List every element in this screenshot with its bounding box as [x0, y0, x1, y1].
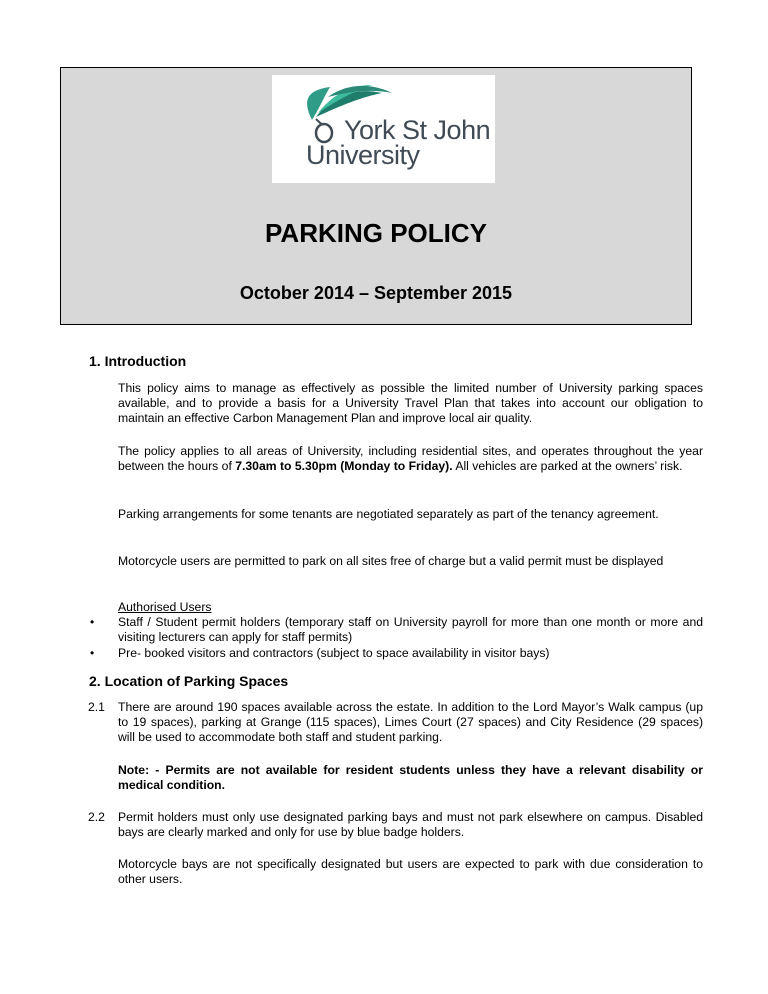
section2-heading: 2. Location of Parking Spaces [89, 673, 289, 689]
clause-number-2-2: 2.2 [88, 810, 105, 824]
clause-2-2-text: Permit holders must only use designated parking bays and must not park elsewhere on campus. Disabled bays are clearly marked and only for use by blue badge holders. [118, 810, 703, 839]
section1-heading: 1. Introduction [89, 353, 187, 369]
bullet-item-1: Staff / Student permit holders (temporary staff on University payroll for more than one month or more and visiting lecturers can apply for staff permits) [118, 615, 703, 644]
section1-paragraph-1: This policy aims to manage as effectively as possible the limited number of University parking spaces available, and to provide a basis for a University Travel Plan that takes into account our obligation to maintain an effective Carbon Management Plan and improve local air quality. [118, 381, 703, 425]
section1-paragraph-2: The policy applies to all areas of University, including residential sites, and operates throughout the year between the hours of 7.30am to 5.30pm (Monday to Friday). All vehicles are parked at the owners’ risk. [118, 444, 703, 473]
motorcycle-bays-text: Motorcycle bays are not specifically designated but users are expected to park with due consideration to other users. [118, 857, 703, 886]
clause-number-2-1: 2.1 [88, 700, 105, 714]
bullet-icon: • [90, 615, 95, 629]
logo-line2: University [306, 140, 420, 170]
bullet-item-2: Pre- booked visitors and contractors (subject to space availability in visitor bays) [118, 646, 550, 660]
section1-paragraph-4: Motorcycle users are permitted to park on all sites free of charge but a valid permit must be displayed [118, 554, 664, 568]
clause-2-1-text: There are around 190 spaces available across the estate. In addition to the Lord Mayor’s Walk campus (up to 19 spaces), parking at Grange (115 spaces), Limes Court (27 spaces) and City Residence (29 spaces) will be used to accommodate both staff and student parking. [118, 700, 703, 744]
page-subtitle: October 2014 – September 2015 [239, 283, 513, 303]
note-text: Note: - Permits are not available for resident students unless they have a relevant disability or medical condition. [118, 763, 703, 792]
section1-paragraph-3: Parking arrangements for some tenants are negotiated separately as part of the tenancy agreement. [118, 507, 659, 521]
logo-line1: York St John [344, 115, 491, 145]
authorised-users-heading: Authorised Users [118, 600, 212, 614]
page-title: PARKING POLICY [265, 218, 487, 248]
bullet-icon: • [90, 646, 95, 660]
